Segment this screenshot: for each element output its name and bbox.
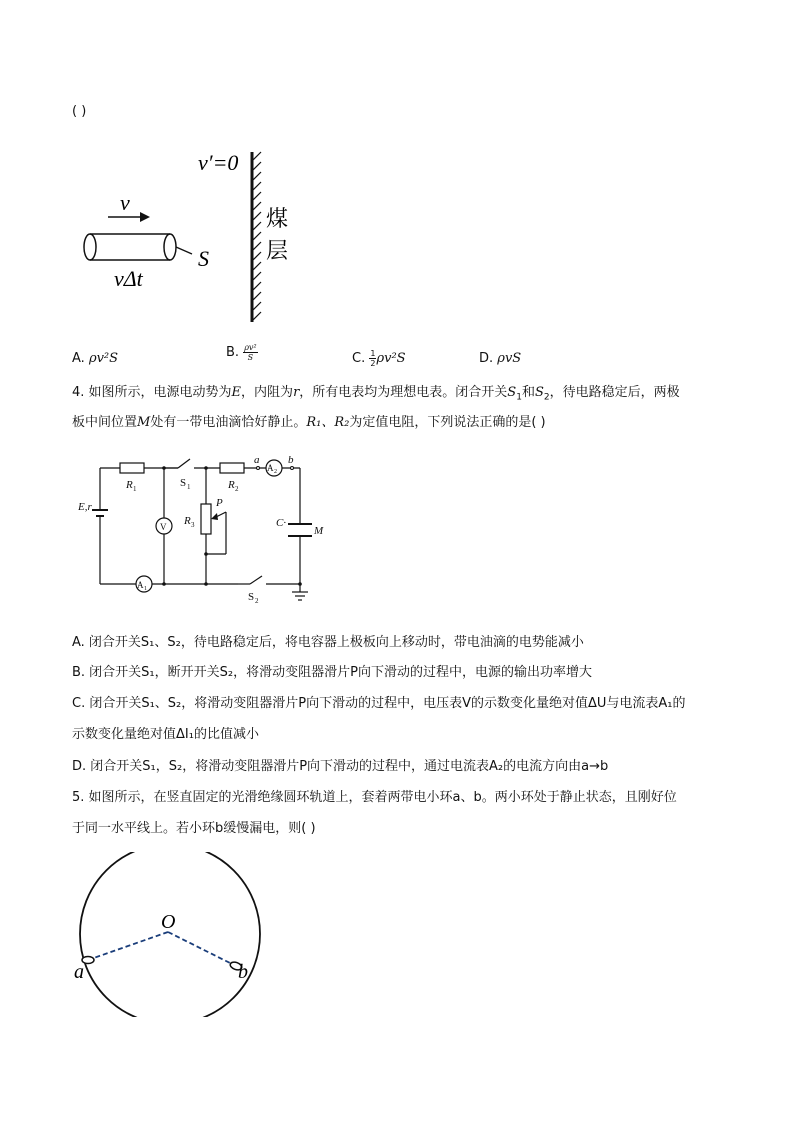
svg-text:2: 2	[274, 469, 277, 475]
q3-option-c: C. $\frac{1}{2}$ ρv²S	[352, 349, 406, 368]
dashed-line-ob	[168, 932, 236, 966]
v-prime-label: v′=0	[198, 150, 239, 175]
svg-text:E,r: E,r	[78, 501, 92, 513]
switch-s1	[178, 459, 190, 468]
v-label: v	[120, 190, 130, 215]
svg-text:2: 2	[255, 597, 259, 605]
circuit-diagram	[78, 450, 338, 610]
q4-option-d: D. 闭合开关S₁，S₂，将滑动变阻器滑片P向下滑动的过程中，通过电流表A₂的电流方向由a→b	[72, 759, 609, 774]
vdt-label: vΔt	[114, 266, 143, 291]
q4-option-c-line2: 示数变化量绝对值ΔI₁的比值减小	[72, 727, 259, 742]
coal-label-2: 层	[266, 239, 289, 264]
svg-text:A: A	[267, 463, 274, 473]
cylinder	[84, 234, 176, 260]
arrowhead-icon	[140, 212, 150, 222]
svg-text:A: A	[137, 580, 144, 590]
svg-text:V: V	[160, 522, 167, 532]
rheostat-r3	[201, 504, 211, 534]
svg-text:R: R	[228, 479, 235, 491]
ring-label-b: b	[238, 961, 248, 983]
answer-paren: ( )	[72, 104, 87, 119]
q4-stem-line1: 4. 如图所示，电源电动势为E，内阻为r，所有电表均为理想电表。闭合开关$S_1$和$S_2$，待电路稳定后，两极	[72, 385, 680, 403]
s-label: S	[198, 246, 209, 271]
center-label-o: O	[161, 911, 176, 933]
svg-text:1: 1	[187, 483, 191, 491]
svg-text:1: 1	[133, 485, 137, 493]
q3-option-b: B. $\frac{\text{ρv²}}{S}$	[226, 343, 257, 362]
svg-text:R: R	[126, 479, 133, 491]
q4-option-a: A. 闭合开关S₁、S₂，待电路稳定后，将电容器上极板向上移动时，带电油滴的电势能减小	[72, 635, 584, 650]
svg-text:S: S	[248, 591, 255, 603]
q5-stem-line1: 5. 如图所示，在竖直固定的光滑绝缘圆环轨道上，套着两带电小环a、b。两小环处于静止状态，且刚好位	[72, 790, 677, 805]
ring-label-a: a	[74, 961, 84, 983]
s-pointer	[176, 247, 192, 254]
resistor-r2	[220, 463, 244, 473]
q5-stem-line2: 于同一水平线上。若小环b缓慢漏电，则( )	[72, 821, 316, 836]
q4-stem-line2: 板中间位置M处有一带电油滴恰好静止。R₁、R₂为定值电阻，下列说法正确的是( )	[72, 415, 546, 430]
coal-jet-figure	[70, 140, 310, 330]
svg-text:3: 3	[191, 521, 195, 529]
svg-text:b: b	[288, 454, 294, 466]
ring-figure	[70, 852, 270, 1017]
svg-text:C: C	[276, 517, 284, 529]
svg-text:·: ·	[283, 517, 287, 529]
svg-text:M: M	[314, 525, 324, 537]
svg-text:a: a	[254, 454, 260, 466]
svg-text:P: P	[216, 497, 223, 509]
svg-text:R: R	[184, 515, 191, 527]
q3-option-a: A. ρv²S	[72, 351, 119, 366]
dashed-line-oa	[88, 932, 168, 960]
svg-text:2: 2	[235, 485, 239, 493]
svg-text:S: S	[180, 477, 187, 489]
q4-option-b: B. 闭合开关S₁，断开开关S₂，将滑动变阻器滑片P向下滑动的过程中，电源的输出功率增大	[72, 665, 592, 680]
slider-arrow-icon	[211, 513, 218, 520]
resistor-r1	[120, 463, 144, 473]
fraction: $\frac{\text{ρv²}}{S}$	[244, 343, 257, 362]
svg-text:1: 1	[144, 586, 147, 592]
q4-option-c-line1: C. 闭合开关S₁、S₂，将滑动变阻器滑片P向下滑动的过程中，电压表V的示数变化量绝对值ΔU与电流表A₁的	[72, 696, 686, 711]
wall-hatching	[253, 152, 261, 320]
q3-option-d: D. ρvS	[479, 351, 522, 366]
coal-label-1: 煤	[266, 207, 289, 232]
switch-s2	[250, 576, 262, 584]
ring-track	[80, 852, 260, 1017]
